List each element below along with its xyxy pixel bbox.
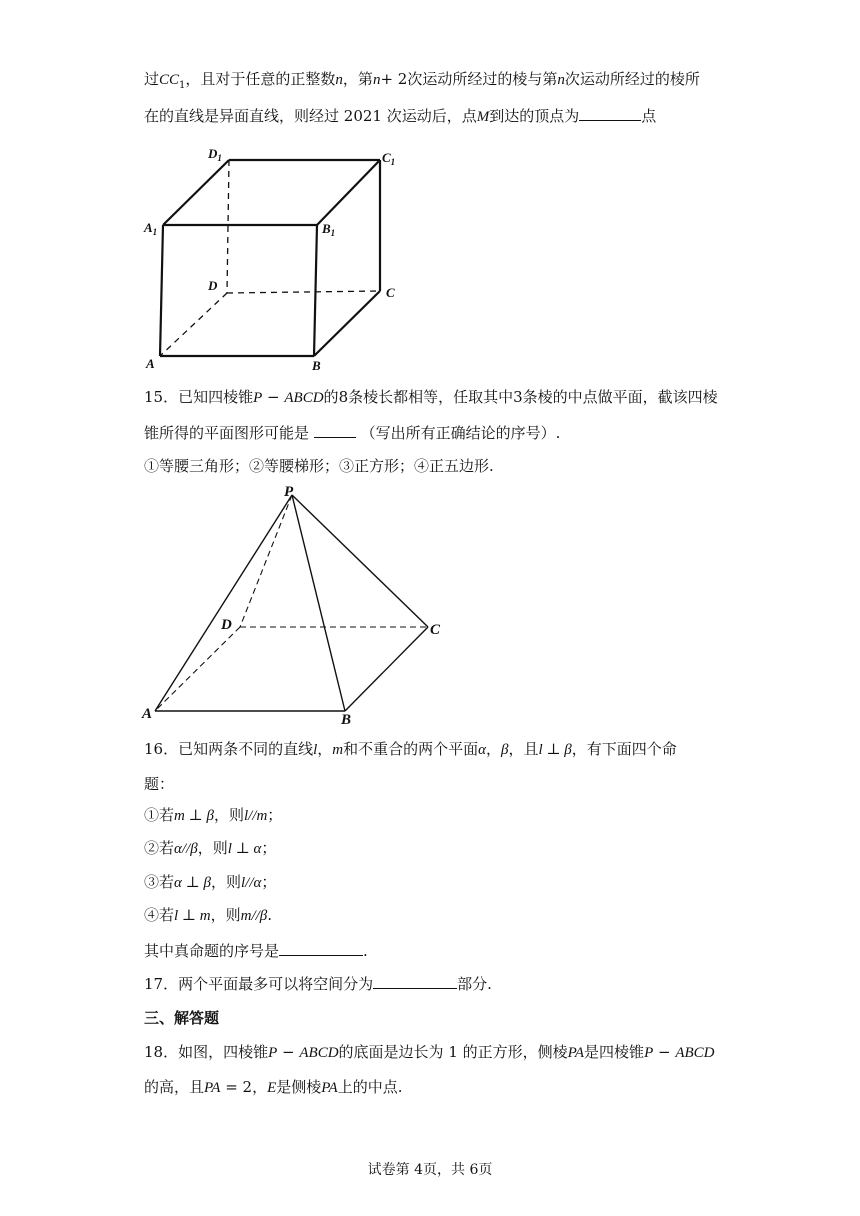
q18-line-2: 的高，且PA = 2，E是侧棱PA上的中点. <box>144 1078 403 1096</box>
q16-item-3: ③若α ⊥ β，则l//α； <box>144 873 277 891</box>
label-a1: $A_1$ <box>144 220 158 237</box>
label-p: P <box>284 484 294 500</box>
edge-dd1-hidden <box>227 160 229 293</box>
q16-line-2: 题： <box>144 775 175 793</box>
q14-line-1: 过$CC_1$，且对于任意的正整数n，第n+ 2次运动所经过的棱与第n次运动所经过的棱所 <box>144 70 700 91</box>
label-b: B <box>341 712 352 727</box>
label-c: C <box>386 285 395 300</box>
edge-pc <box>292 495 428 627</box>
label-b1: $B_1$ <box>322 221 336 238</box>
label-d: D <box>208 278 218 293</box>
section-heading: 三、解答题 <box>144 1009 220 1027</box>
q16-item-4: ④若l ⊥ m，则m//β. <box>144 906 273 924</box>
edge-bb1 <box>314 225 317 356</box>
label-c1: $C_1$ <box>382 150 396 167</box>
label-a: A <box>146 356 155 371</box>
label-b: B <box>312 358 321 372</box>
page-footer: 试卷第 4页，共 6页 <box>367 1162 493 1178</box>
edge-pd-hidden <box>240 495 292 627</box>
q15-line-1: 15．已知四棱锥P − ABCD的8条棱长都相等，任取其中3条棱的中点做平面，截该四棱 <box>144 388 718 406</box>
q14-line-2: 在的直线是异面直线，则经过 2021 次运动后，点M到达的顶点为 点 <box>144 107 657 125</box>
q18-line-1: 18．如图，四棱锥P − ABCD的底面是边长为 1 的正方形，侧棱PA是四棱锥P − ABCD <box>144 1043 715 1061</box>
q16-item-1: ①若m ⊥ β，则l//m； <box>144 806 283 824</box>
edge-pa <box>155 495 292 711</box>
edge-bc <box>314 291 380 356</box>
label-a: A <box>142 706 153 722</box>
answer-blank[interactable] <box>279 940 363 956</box>
edge-pb <box>292 495 345 711</box>
q17-line: 17．两个平面最多可以将空间分为 部分. <box>144 975 492 993</box>
label-d1: $D_1$ <box>208 146 222 163</box>
answer-blank[interactable] <box>579 105 641 121</box>
label-c: C <box>430 622 441 638</box>
pyramid-figure <box>138 482 458 727</box>
answer-blank[interactable] <box>314 422 356 438</box>
answer-blank[interactable] <box>373 973 457 989</box>
edge-aa1 <box>160 225 163 356</box>
q16-line-1: 16．已知两条不同的直线l，m和不重合的两个平面α，β，且l ⊥ β，有下面四个命 <box>144 740 677 758</box>
edge-ad-hidden <box>155 627 240 711</box>
edge-dc-hidden <box>227 291 380 293</box>
label-d: D <box>221 617 232 633</box>
q16-answer: 其中真命题的序号是 . <box>144 942 368 960</box>
edge-bc <box>345 627 428 711</box>
edge-a1d1 <box>163 160 229 225</box>
cube-figure <box>140 142 420 372</box>
q15-options: ①等腰三角形；②等腰梯形；③正方形；④正五边形. <box>144 457 494 475</box>
edge-ad-hidden <box>160 293 227 356</box>
edge-b1c1 <box>317 160 380 225</box>
q16-item-2: ②若α//β，则l ⊥ α； <box>144 839 277 857</box>
q15-line-2: 锥所得的平面图形可能是 （写出所有正确结论的序号）. <box>144 424 561 442</box>
